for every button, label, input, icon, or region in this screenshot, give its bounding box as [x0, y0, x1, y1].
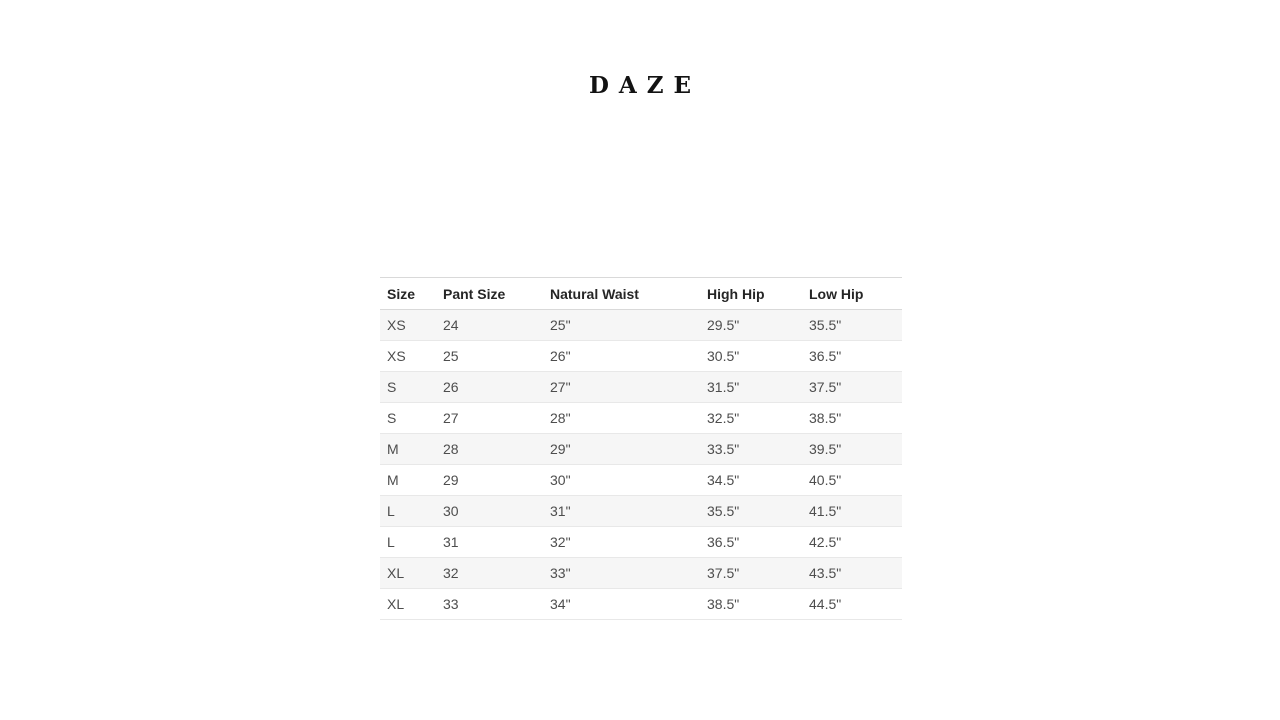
size-chart-table	[380, 277, 902, 620]
cell-pant-size: 25	[436, 341, 543, 372]
cell-pant-size: 26	[436, 372, 543, 403]
table-row	[380, 403, 902, 434]
cell-low-hip: 42.5"	[802, 527, 902, 558]
brand-logo: DAZE	[588, 72, 702, 99]
cell-natural-waist: 27"	[543, 372, 700, 403]
cell-low-hip: 39.5"	[802, 434, 902, 465]
cell-size: L	[380, 496, 436, 527]
header-row	[380, 278, 902, 310]
cell-pant-size: 24	[436, 310, 543, 341]
cell-high-hip: 32.5"	[700, 403, 802, 434]
cell-natural-waist: 30"	[543, 465, 700, 496]
table-row	[380, 341, 902, 372]
column-header-natural-waist: Natural Waist	[543, 278, 700, 310]
table-row	[380, 434, 902, 465]
cell-high-hip: 38.5"	[700, 589, 802, 620]
cell-high-hip: 29.5"	[700, 310, 802, 341]
cell-natural-waist: 31"	[543, 496, 700, 527]
cell-pant-size: 27	[436, 403, 543, 434]
table-row	[380, 558, 902, 589]
cell-natural-waist: 26"	[543, 341, 700, 372]
cell-size: XL	[380, 589, 436, 620]
cell-low-hip: 44.5"	[802, 589, 902, 620]
cell-size: XS	[380, 310, 436, 341]
cell-low-hip: 40.5"	[802, 465, 902, 496]
cell-low-hip: 38.5"	[802, 403, 902, 434]
table-row	[380, 310, 902, 341]
table-row	[380, 527, 902, 558]
cell-size: S	[380, 403, 436, 434]
cell-pant-size: 31	[436, 527, 543, 558]
size-chart-section	[380, 277, 902, 620]
cell-high-hip: 36.5"	[700, 527, 802, 558]
cell-natural-waist: 29"	[543, 434, 700, 465]
table-row	[380, 465, 902, 496]
cell-pant-size: 33	[436, 589, 543, 620]
size-chart-header	[380, 278, 902, 310]
table-row	[380, 589, 902, 620]
cell-size: XL	[380, 558, 436, 589]
cell-low-hip: 36.5"	[802, 341, 902, 372]
table-row	[380, 372, 902, 403]
cell-low-hip: 37.5"	[802, 372, 902, 403]
cell-high-hip: 30.5"	[700, 341, 802, 372]
cell-high-hip: 31.5"	[700, 372, 802, 403]
cell-pant-size: 32	[436, 558, 543, 589]
cell-size: S	[380, 372, 436, 403]
column-header-high-hip: High Hip	[700, 278, 802, 310]
cell-low-hip: 43.5"	[802, 558, 902, 589]
cell-high-hip: 33.5"	[700, 434, 802, 465]
cell-size: M	[380, 434, 436, 465]
cell-low-hip: 41.5"	[802, 496, 902, 527]
column-header-pant-size: Pant Size	[436, 278, 543, 310]
size-chart-body	[380, 310, 902, 620]
cell-natural-waist: 28"	[543, 403, 700, 434]
cell-high-hip: 34.5"	[700, 465, 802, 496]
cell-natural-waist: 33"	[543, 558, 700, 589]
cell-pant-size: 29	[436, 465, 543, 496]
brand-header	[0, 72, 1280, 99]
cell-low-hip: 35.5"	[802, 310, 902, 341]
cell-size: M	[380, 465, 436, 496]
table-row	[380, 496, 902, 527]
cell-pant-size: 30	[436, 496, 543, 527]
cell-natural-waist: 32"	[543, 527, 700, 558]
column-header-size: Size	[380, 278, 436, 310]
cell-high-hip: 35.5"	[700, 496, 802, 527]
cell-size: L	[380, 527, 436, 558]
cell-high-hip: 37.5"	[700, 558, 802, 589]
cell-pant-size: 28	[436, 434, 543, 465]
cell-natural-waist: 25"	[543, 310, 700, 341]
column-header-low-hip: Low Hip	[802, 278, 902, 310]
cell-natural-waist: 34"	[543, 589, 700, 620]
cell-size: XS	[380, 341, 436, 372]
